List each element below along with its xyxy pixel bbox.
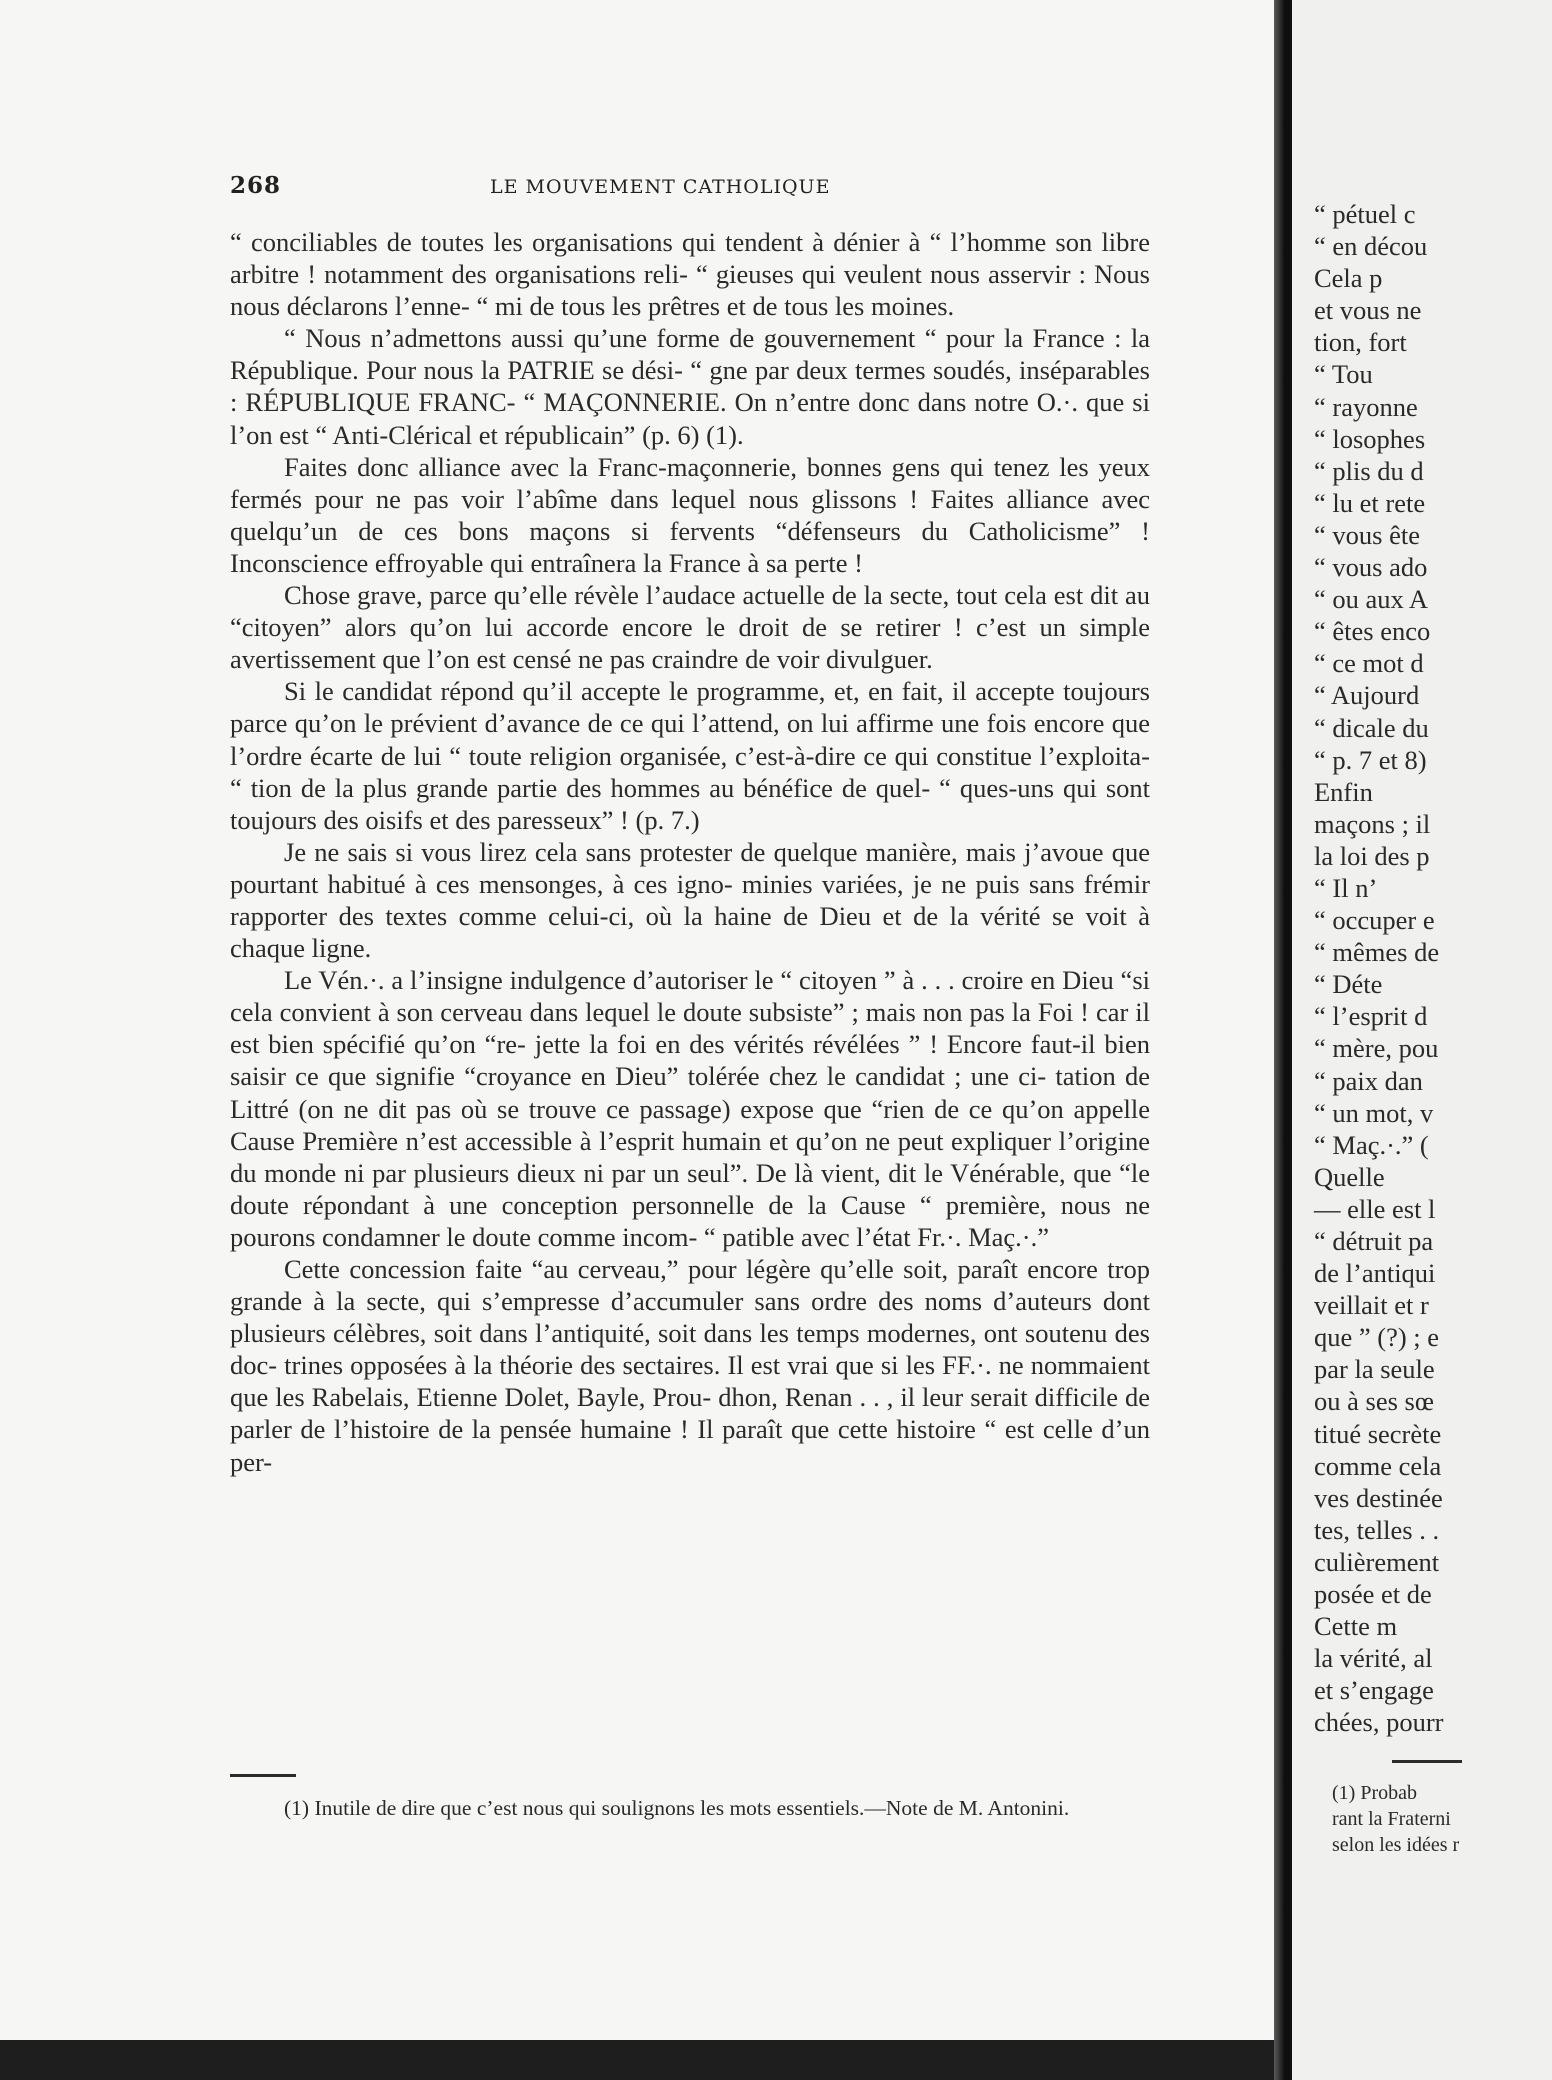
right-page-line: la loi des p	[1314, 840, 1430, 871]
paragraph: Cette concession faite “au cerveau,” pour légère qu’elle soit, paraît encore trop grande à la secte, qui s’empresse d’accumuler sans ordre des noms d’auteurs dont plusieurs célèbres, soit dans l’antiquité, soit dans les temps modernes, ont soutenu des doc- trines opposées à la théorie des sectaires. Il est vrai que si les FF.·. ne nommaient que les Rabelais, Etienne Dolet, Bayle, Prou- dhon, Renan . . , il leur serait difficile de parler de l’histoire de la pensée humaine ! Il paraît que cette histoire “ est celle d’un per-	[230, 1254, 1150, 1477]
right-page-line: et vous ne	[1314, 295, 1422, 326]
right-page-line: “ un mot, v	[1314, 1097, 1434, 1128]
paragraph: “ conciliables de toutes les organisations qui tendent à dénier à “ l’homme son libre arbitre ! notamment des organisations reli- “ gieuses qui veulent nous asservir : Nous nous déclarons l’enne- “ mi de tous les prêtres et de tous les moines.	[230, 227, 1150, 322]
right-page-line: que ” (?) ; e	[1314, 1322, 1440, 1353]
right-footnote-line: selon les idées r	[1332, 1834, 1460, 1856]
book-gutter	[1274, 0, 1292, 2080]
right-page-text	[1314, 198, 1552, 1739]
paragraph: Le Vén.·. a l’insigne indulgence d’autoriser le “ citoyen ” à . . . croire en Dieu “si cela convient à son cerveau dans lequel le doute subsiste” ; mais non pas la Foi ! car il est bien spécifié qu’on “re- jette la foi en des vérités révélées ” ! Encore faut-il bien saisir ce que signifie “croyance en Dieu” tolérée chez le candidat ; une ci- tation de Littré (on ne dit pas où se trouve ce passage) expose que “rien de ce qu’on appelle Cause Première n’est accessible à l’esprit humain et qu’on ne peut expliquer l’origine du monde ni par plusieurs dieux ni par un seul”. De là vient, dit le Vénérable, que “le doute répondant à une conception personnelle de la Cause “ première, nous ne pourons condamner le doute comme incom- “ patible avec l’état Fr.·. Maç.·.”	[230, 965, 1150, 1252]
paragraph: Chose grave, parce qu’elle révèle l’audace actuelle de la secte, tout cela est dit au “citoyen” alors qu’on lui accorde encore le droit de se retirer ! c’est un simple avertissement que l’on est censé ne pas craindre de voir divulguer.	[230, 580, 1150, 675]
right-page-line: “ ce mot d	[1314, 648, 1424, 679]
scan-bottom-edge	[0, 2040, 1274, 2080]
right-page-line: “ détruit pa	[1314, 1226, 1434, 1256]
right-page-line: tion, fort	[1314, 327, 1407, 358]
right-page-line: tes, telles . .	[1314, 1514, 1440, 1545]
right-page-line: “ mêmes de	[1314, 937, 1440, 968]
right-footnote-rule	[1392, 1760, 1462, 1763]
right-page-line: “ lu et rete	[1314, 487, 1426, 518]
right-page-line: ves destinée	[1314, 1482, 1443, 1513]
right-page-line: Cette m	[1314, 1611, 1398, 1642]
right-page-line: veillait et r	[1314, 1290, 1429, 1321]
right-page-line: “ l’esprit d	[1314, 1001, 1428, 1032]
right-page-line: “ Il n’	[1314, 872, 1378, 903]
right-page-line: “ vous ête	[1314, 519, 1420, 550]
right-page-line: “ dicale du	[1314, 712, 1429, 743]
right-page-line: “ plis du d	[1314, 455, 1424, 486]
paragraph: Je ne sais si vous lirez cela sans protester de quelque manière, mais j’avoue que pourtant habitué à ces mensonges, à ces igno- minies variées, je ne puis sans frémir rapporter des textes comme celui-ci, où la haine de Dieu et de la vérité se voit à chaque ligne.	[230, 836, 1150, 964]
right-page-line: “ paix dan	[1314, 1065, 1423, 1096]
right-page-footnote	[1332, 1780, 1552, 1858]
footnote: (1) Inutile de dire que c’est nous qui soulignons les mots essentiels.—Note de M. Antonini.	[284, 1796, 1070, 1820]
right-page-line: maçons ; il	[1314, 808, 1431, 839]
paragraph: “ Nous n’admettons aussi qu’une forme de gouvernement “ pour la France : la République. Pour nous la PATRIE se dési- “ gne par deux termes soudés, inséparables : RÉPUBLIQUE FRANC- “ MAÇONNERIE. On n’entre donc dans notre O.·. que si l’on est “ Anti-Clérical et républicain” (p. 6) (1).	[230, 323, 1150, 450]
right-page	[1292, 0, 1552, 2080]
right-page-line: titué secrète	[1314, 1418, 1442, 1449]
right-page-line: la vérité, al	[1314, 1643, 1433, 1674]
right-page-line: “ losophes	[1314, 423, 1426, 454]
right-page-line: “ occuper e	[1314, 905, 1435, 936]
right-page-line: “ vous ado	[1314, 552, 1428, 583]
right-page-line: “ Aujourd	[1314, 680, 1420, 711]
page-number: 268	[230, 172, 282, 199]
right-page-line: “ Déte	[1314, 969, 1383, 1000]
footnote-rule	[230, 1774, 296, 1777]
right-page-line: ou à ses sœ	[1314, 1386, 1434, 1417]
right-page-line: chées, pourr	[1314, 1707, 1444, 1738]
right-page-line: Quelle	[1314, 1161, 1385, 1192]
right-page-line: comme cela	[1314, 1450, 1442, 1481]
paragraph: Si le candidat répond qu’il accepte le programme, et, en fait, il accepte toujours parce qu’on le prévient d’avance de ce qui l’attend, on lui affirme une fois encore que l’ordre écarte de lui “ toute religion organisée, c’est-à-dire ce qui constitue l’exploita- “ tion de la plus grande partie des hommes au bénéfice de quel- “ ques-uns qui sont toujours des oisifs et des paresseux” ! (p. 7.)	[230, 676, 1150, 835]
right-page-line: posée et de	[1314, 1579, 1432, 1610]
right-page-line: culièrement	[1314, 1546, 1440, 1577]
right-page-line: “ Maç.·.” (	[1314, 1129, 1429, 1160]
right-page-line: Enfin	[1314, 776, 1373, 807]
right-page-line: “ êtes enco	[1314, 616, 1431, 647]
right-page-line: “ Tou	[1314, 359, 1373, 390]
right-footnote-line: (1) Probab	[1332, 1782, 1417, 1804]
right-page-line: “ rayonne	[1314, 391, 1418, 422]
right-page-line: par la seule	[1314, 1354, 1435, 1385]
right-page-line: “ p. 7 et 8)	[1314, 744, 1427, 775]
right-page-line: — elle est l	[1314, 1193, 1436, 1224]
body-text	[230, 226, 1150, 1478]
running-head: LE MOUVEMENT CATHOLIQUE	[490, 176, 831, 198]
right-page-line: “ ou aux A	[1314, 584, 1429, 615]
right-page-line: et s’engage	[1314, 1675, 1434, 1706]
right-page-line: Cela p	[1314, 263, 1383, 294]
page-header	[230, 172, 1150, 206]
right-footnote-line: rant la Fraterni	[1332, 1808, 1451, 1830]
right-page-line: “ pétuel c	[1314, 199, 1416, 229]
right-page-line: “ en décou	[1314, 231, 1428, 262]
paragraph: Faites donc alliance avec la Franc-maçonnerie, bonnes gens qui tenez les yeux fermés pour ne pas voir l’abîme dans lequel nous glissons ! Faites alliance avec quelqu’un de ces bons maçons si fervents “défenseurs du Catholicisme” ! Inconscience effroyable qui entraînera la France à sa perte !	[230, 451, 1150, 578]
right-page-line: de l’antiqui	[1314, 1258, 1436, 1289]
right-page-line: “ mère, pou	[1314, 1033, 1439, 1064]
